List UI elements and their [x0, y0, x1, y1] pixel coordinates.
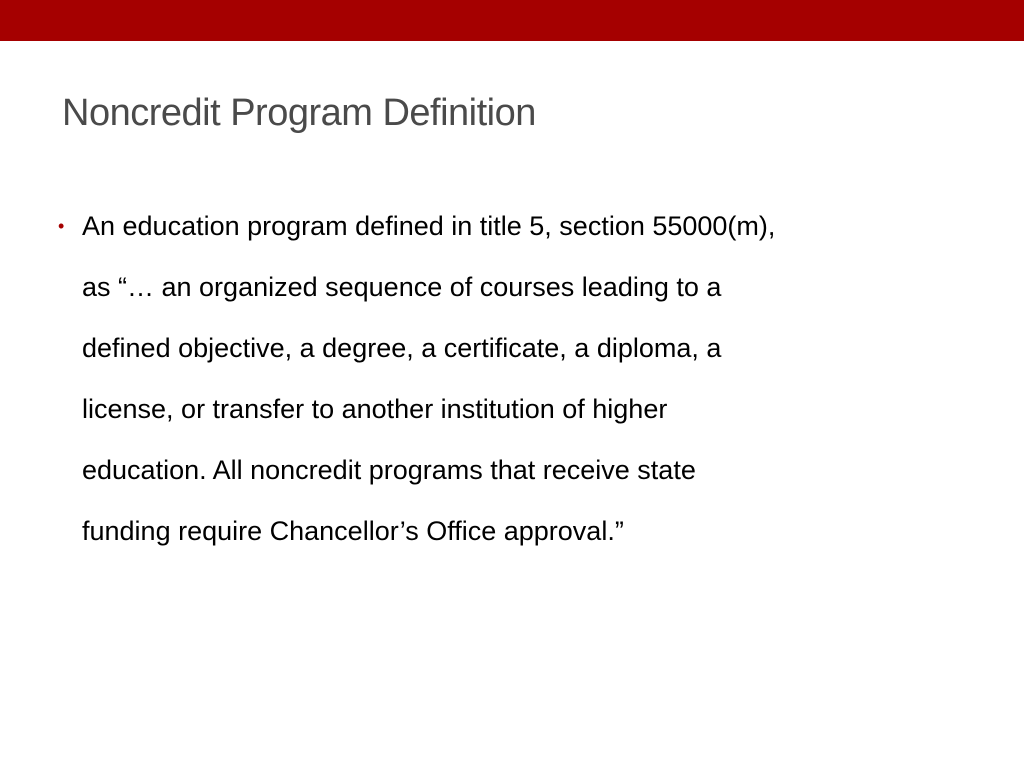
slide-title: Noncredit Program Definition [62, 92, 536, 134]
bullet-line: defined objective, a degree, a certificate, a diploma, a [82, 333, 722, 363]
bullet-item [58, 196, 978, 562]
bullet-line: funding require Chancellor’s Office approval.” [82, 516, 624, 546]
bullet-list [58, 196, 978, 562]
bullet-line: license, or transfer to another institution of higher [82, 394, 668, 424]
top-accent-bar [0, 0, 1024, 41]
bullet-line: education. All noncredit programs that receive state [82, 455, 696, 485]
bullet-line: as “… an organized sequence of courses leading to a [82, 272, 722, 302]
bullet-line: An education program defined in title 5, section 55000(m), [82, 211, 776, 241]
bullet-dot-icon: • [58, 216, 65, 236]
